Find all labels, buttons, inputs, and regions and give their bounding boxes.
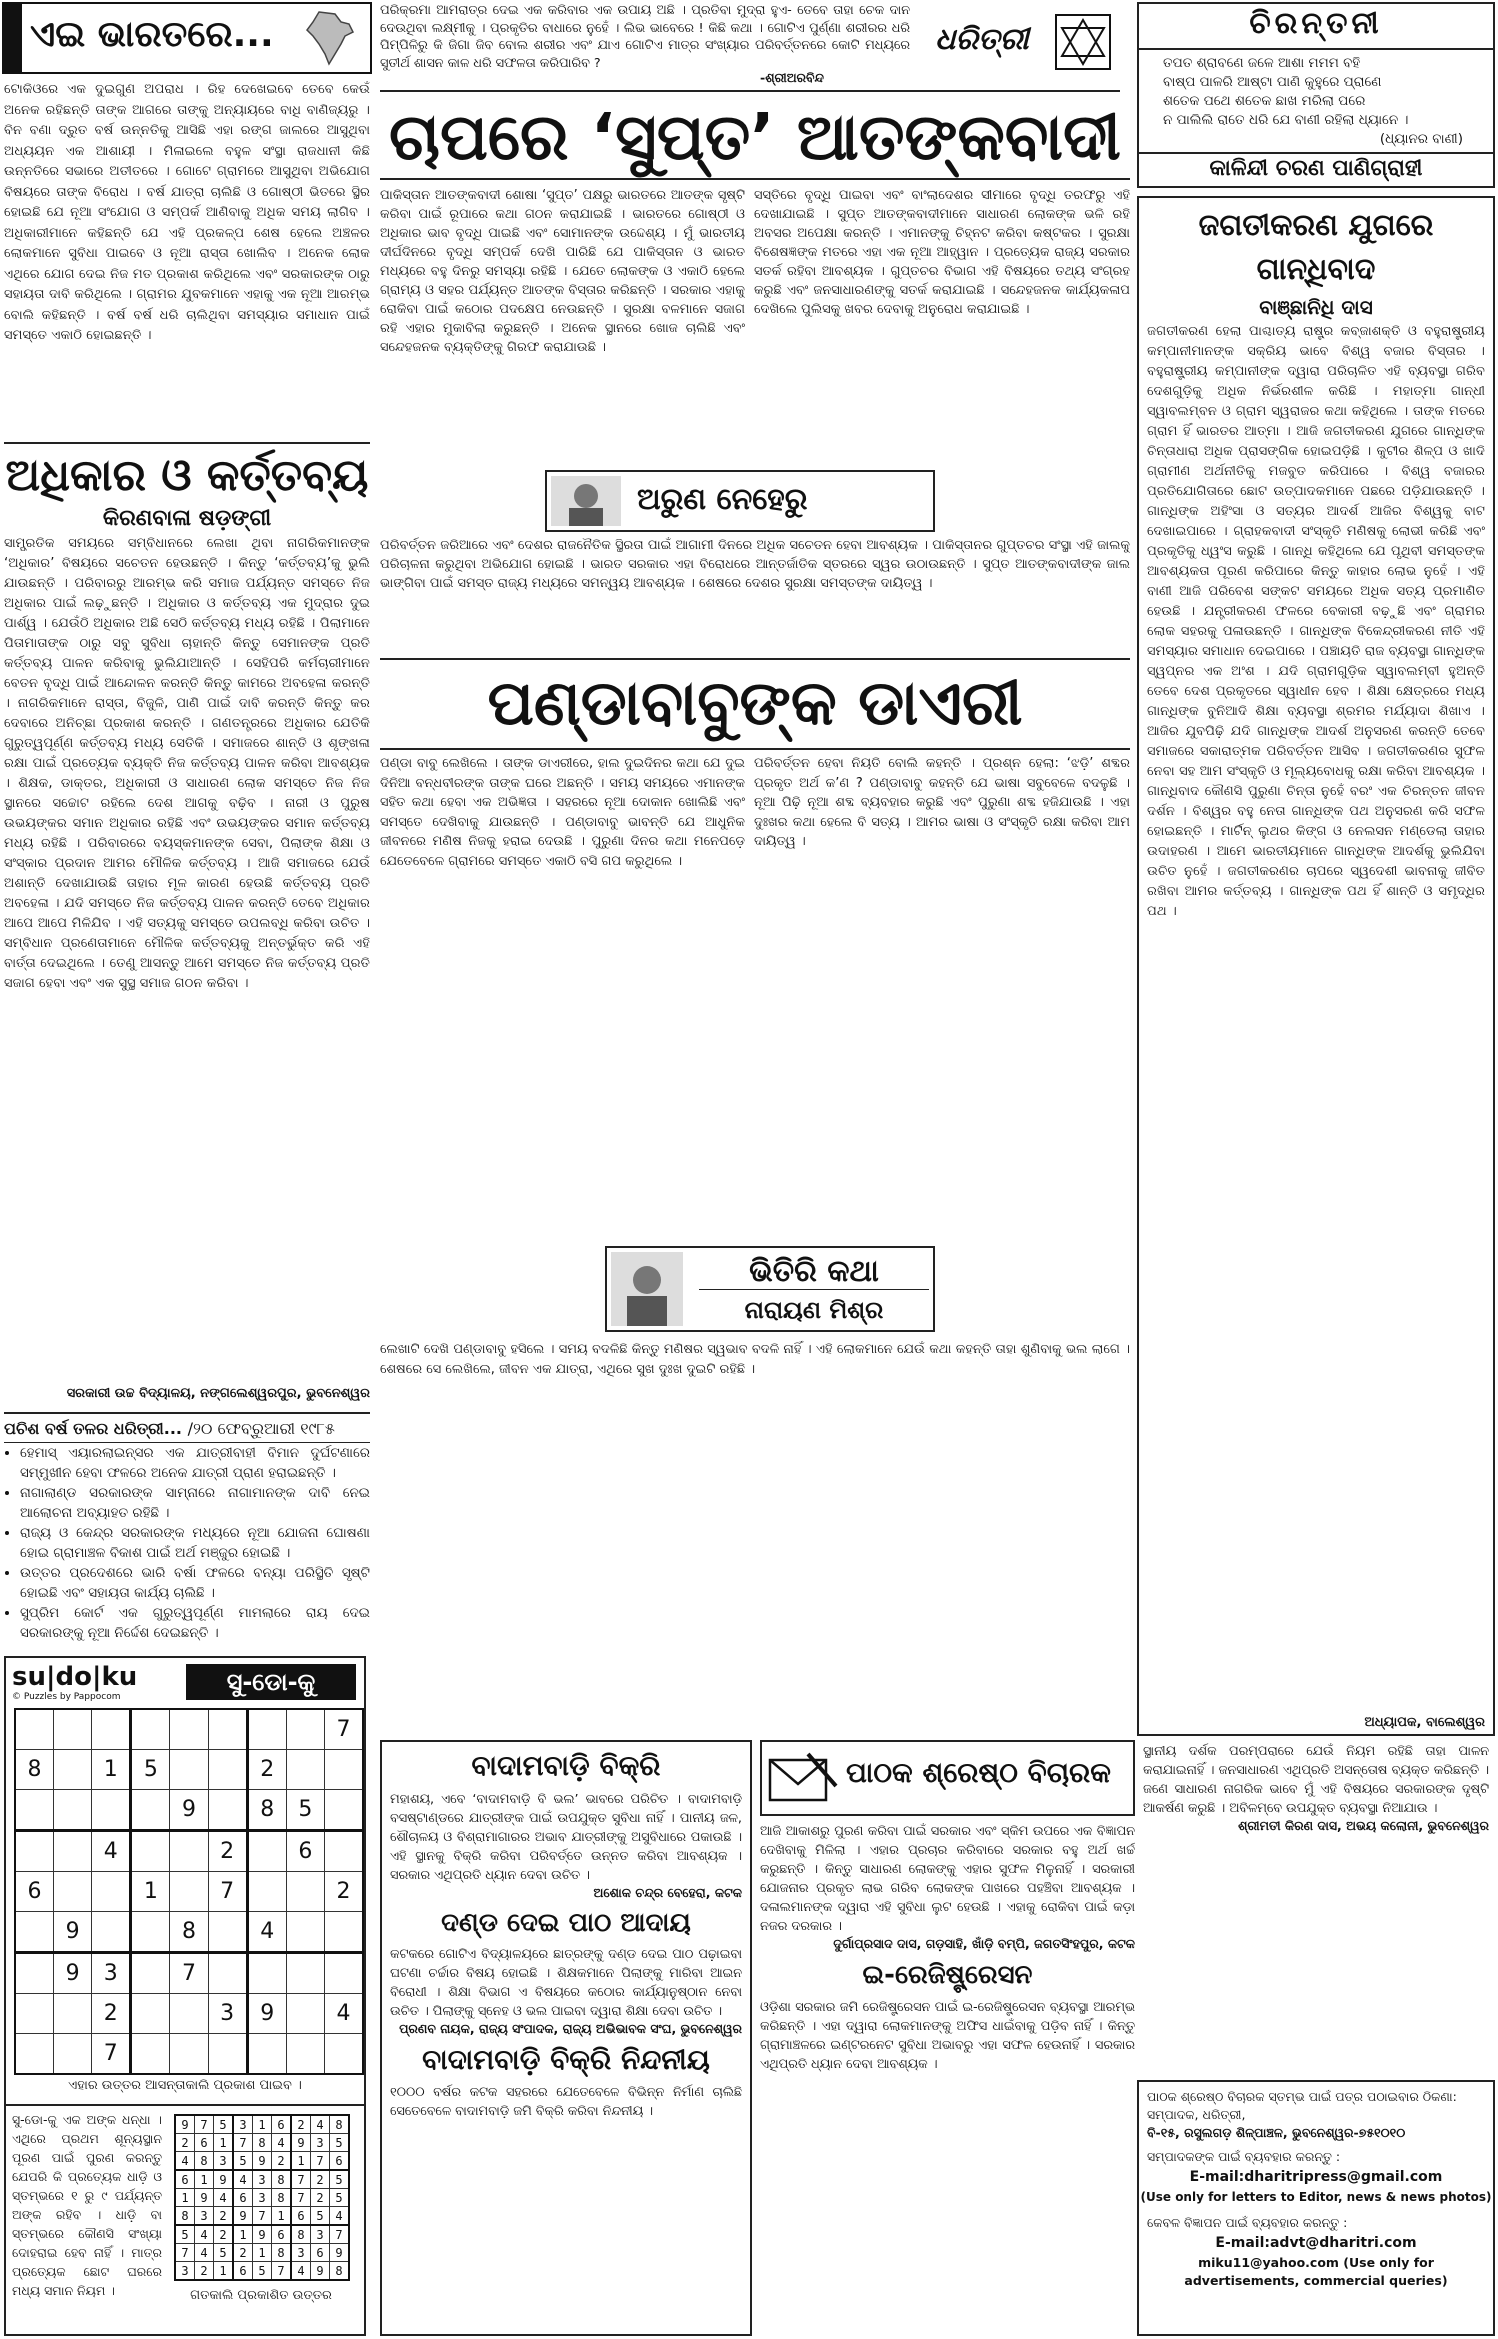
solution-cell: 3 bbox=[291, 2244, 311, 2262]
sudoku-cell bbox=[286, 1709, 324, 1750]
sudoku-solution-caption: ଗତକାଲି ପ୍ରକାଶିତ ଉତ୍ତର bbox=[190, 2288, 332, 2303]
solution-cell: 4 bbox=[175, 2152, 195, 2171]
solution-cell: 8 bbox=[175, 2207, 195, 2226]
dharitri-logo bbox=[935, 10, 1115, 80]
sudoku-cell bbox=[92, 1790, 131, 1831]
sudoku-cell bbox=[208, 1953, 247, 1994]
solution-cell: 8 bbox=[330, 2262, 350, 2281]
sudoku-cell: 1 bbox=[92, 1750, 131, 1790]
solution-cell: 4 bbox=[233, 2170, 253, 2189]
solution-cell: 8 bbox=[272, 2244, 292, 2262]
sudoku-cell: 6 bbox=[286, 1831, 324, 1872]
solution-cell: 1 bbox=[233, 2225, 253, 2244]
sudoku-cell: 7 bbox=[324, 1709, 363, 1750]
solution-cell: 3 bbox=[195, 2207, 214, 2226]
solution-cell: 5 bbox=[233, 2152, 253, 2171]
sudoku-cell: 7 bbox=[208, 1872, 247, 1912]
sudoku-cell: 2 bbox=[247, 1750, 286, 1790]
sudoku-cell: 1 bbox=[131, 1872, 170, 1912]
contact-box: ପାଠକ ଶ୍ରେଷ୍ଠ ବିଚାରକ ସ୍ତମ୍ଭ ପାଇଁ ପତ୍ର ପଠାଇବାର ଠିକଣା: ସମ୍ପାଦକ, ଧରିତ୍ରୀ, ବି-୧୫, ରସୁଲଗଡ଼ ଶିଳ୍ପାଞ୍ଚଳ, ଭୁବନେଶ୍ୱର-୭୫୧୦୧୦ ସମ୍ପାଦକଙ୍କ ପାଇଁ ବ୍ୟବହାର କରନ୍ତୁ : E-mail:dharitripress@gmail.com (Use only for letters to Editor, news & news photos) କେବଳ ବିଜ୍ଞାପନ ପାଇଁ ବ୍ୟବହାର କରନ୍ତୁ : E-mail:advt@dharitri.com miku11@yahoo.com (Use only for advertisements, commercial queries) bbox=[1137, 2080, 1495, 2336]
sudoku-cell bbox=[92, 1872, 131, 1912]
sudoku-cell: 7 bbox=[92, 2034, 131, 2075]
solution-cell: 2 bbox=[233, 2244, 253, 2262]
sudoku-cell: 9 bbox=[247, 1994, 286, 2034]
sudoku-cell bbox=[324, 1750, 363, 1790]
sudoku-cell bbox=[54, 1872, 92, 1912]
solution-cell: 5 bbox=[175, 2225, 195, 2244]
sudoku-logo: su|do|ku © Puzzles by Pappocom bbox=[12, 1662, 138, 1702]
sudoku-cell bbox=[208, 1912, 247, 1953]
solution-cell: 2 bbox=[195, 2262, 214, 2281]
editor-email: E-mail:dharitripress@gmail.com bbox=[1189, 2169, 1443, 2185]
byline-box bbox=[545, 470, 935, 532]
sudoku-cell bbox=[170, 2034, 208, 2075]
pandabab-title-box bbox=[380, 662, 1130, 746]
main-headline-box bbox=[380, 96, 1130, 180]
solution-cell: 4 bbox=[272, 2134, 292, 2152]
solution-cell: 4 bbox=[214, 2189, 234, 2207]
sudoku-cell bbox=[247, 1872, 286, 1912]
solution-cell: 2 bbox=[214, 2225, 234, 2244]
sudoku-cell bbox=[131, 1912, 170, 1953]
pandabab-col2: ପରିବର୍ତ୍ତନ ହେବା ନିୟତି ବୋଲି କହନ୍ତି । ପ୍ରଶ୍ନ ହେଲା: ‘ଝଡ଼ି’ ଶବ୍ଦର ପ୍ରକୃତ ଅର୍ଥ କ’ଣ ? ପଣ୍ଡାବାବୁ କହନ୍ତି ଯେ ଭାଷା ସବୁବେଳେ ବଦଳୁଛି । ନୂଆ ପିଢ଼ି ନୂଆ ଶବ୍ଦ ବ୍ୟବହାର କରୁଛି ଏବଂ ପୁରୁଣା ଶବ୍ଦ ହଜିଯାଉଛି । ଏହା ଦୁଃଖର କଥା ହେଲେ ବି ସତ୍ୟ । ଆମର ଭାଷା ଓ ସଂସ୍କୃତି ରକ୍ଷା କରିବା ଆମ ଦାୟିତ୍ୱ । bbox=[754, 756, 1130, 849]
sudoku-cell: 8 bbox=[170, 1912, 208, 1953]
sudoku-cell bbox=[247, 2034, 286, 2075]
star-emblem-icon bbox=[1053, 12, 1113, 72]
sudoku-cell bbox=[286, 1750, 324, 1790]
sudoku-cell bbox=[170, 1872, 208, 1912]
sudoku-cell: 4 bbox=[247, 1912, 286, 1953]
badamabadi-section: ବାଦାମବାଡ଼ି ବିକ୍ରି ମହାଶୟ, ଏବେ ‘ବାଦାମବାଡ଼ି ବି ଭଲ’ ଭାବରେ ପରିଚିତ । ବାଦାମବାଡ଼ି ବସଷ୍ଟାଣ୍ଡରେ ଯାତ୍ରୀଙ୍କ ପାଇଁ ଉପଯୁକ୍ତ ସୁବିଧା ନାହିଁ । ପାନୀୟ ଜଳ, ଶୌଚାଳୟ ଓ ବିଶ୍ରାମାଗାରର ଅଭାବ ଯାତ୍ରୀଙ୍କୁ ଅସୁବିଧାରେ ପକାଉଛି । ଏହି ସ୍ଥାନକୁ ବିକ୍ରି କରିବା ପରିବର୍ତ୍ତେ ଉନ୍ନତ କରିବା ଆବଶ୍ୟକ । ସରକାର ଏଥିପ୍ରତି ଧ୍ୟାନ ଦେବା ଉଚିତ । ଅଶୋକ ଚନ୍ଦ୍ର ବେହେରା, କଟକ ଦଣ୍ଡ ଦେଇ ପାଠ ଆଦାୟ କଟକରେ ଗୋଟିଏ ବିଦ୍ୟାଳୟରେ ଛାତ୍ରଙ୍କୁ ଦଣ୍ଡ ଦେଇ ପାଠ ପଢ଼ାଇବା ଘଟଣା ଚର୍ଚ୍ଚାର ବିଷୟ ହୋଇଛି । ଶିକ୍ଷକମାନେ ପିଲାଙ୍କୁ ମାରିବା ଆଇନ ବିରୋଧୀ । ଶିକ୍ଷା ବିଭାଗ ଏ ବିଷୟରେ କଠୋର କାର୍ଯ୍ୟାନୁଷ୍ଠାନ ନେବା ଉଚିତ । ପିଲାଙ୍କୁ ସ୍ନେହ ଓ ଭଲ ପାଇବା ଦ୍ୱାରା ଶିକ୍ଷା ଦେବା ଉଚିତ । ପ୍ରଣବ ନାୟକ, ରାଜ୍ୟ ସଂପାଦକ, ରାଜ୍ୟ ଅଭିଭାବକ ସଂଘ, ଭୁବନେଶ୍ୱର ବାଦାମବାଡ଼ି ବିକ୍ରି ନିନ୍ଦନୀୟ ୧୦୦୦ ବର୍ଷର କଟକ ସହରରେ ଯେତେବେଳେ ବିଭିନ୍ନ ନିର୍ମାଣ ଚାଲିଛି ସେତେବେଳେ ବାଦାମବାଡ଼ି ଜମି ବିକ୍ରି କରିବା ନିନ୍ଦନୀୟ । bbox=[380, 1740, 752, 2336]
sudoku-caption: ଏହାର ଉତ୍ତର ଆସନ୍ତାକାଲି ପ୍ରକାଶ ପାଇବ । bbox=[68, 2078, 302, 2093]
sudoku-cell: 2 bbox=[324, 1872, 363, 1912]
chirantani-box bbox=[1137, 2, 1495, 188]
bhitari-katha-box bbox=[605, 1246, 935, 1332]
sudoku-cell bbox=[131, 1790, 170, 1831]
sudoku-cell bbox=[54, 1994, 92, 2034]
solution-cell: 5 bbox=[214, 2244, 234, 2262]
pandabab-title: ପଣ୍ଡାବାବୁଙ୍କ ଡାଏରୀ bbox=[487, 666, 1023, 739]
solution-cell: 7 bbox=[272, 2262, 292, 2281]
sudoku-cell bbox=[131, 1709, 170, 1750]
sudoku-cell bbox=[170, 1709, 208, 1750]
solution-cell: 4 bbox=[195, 2225, 214, 2244]
solution-cell: 3 bbox=[253, 2189, 272, 2207]
sudoku-section bbox=[4, 1656, 366, 2336]
list-item: • ଉତ୍ତର ପ୍ରଦେଶରେ ଭାରି ବର୍ଷା ଫଳରେ ବନ୍ୟା ପରିସ୍ଥିତି ସୃଷ୍ଟି ହୋଇଛି ଏବଂ ସହାୟତା କାର୍ଯ୍ୟ ଚାଲିଛି । bbox=[20, 1563, 370, 1603]
sudoku-cell: 4 bbox=[324, 1994, 363, 2034]
envelope-icon bbox=[768, 1752, 838, 1808]
sudoku-cell bbox=[15, 1953, 54, 1994]
sudoku-cell bbox=[15, 1790, 54, 1831]
byline-name: ଅରୁଣ ନେହେରୁ bbox=[637, 482, 808, 517]
sudoku-cell: 9 bbox=[170, 1790, 208, 1831]
sudoku-cell bbox=[247, 1953, 286, 1994]
sudoku-cell bbox=[286, 2034, 324, 2075]
sudoku-cell: 8 bbox=[15, 1750, 54, 1790]
bhitari-photo bbox=[611, 1252, 683, 1326]
banner-title: ଏଇ ଭାରତରେ... bbox=[30, 14, 274, 55]
solution-cell: 1 bbox=[195, 2170, 214, 2189]
sudoku-cell bbox=[286, 1994, 324, 2034]
solution-cell: 8 bbox=[272, 2170, 292, 2189]
list-item: • ରାଜ୍ୟ ଓ କେନ୍ଦ୍ର ସରକାରଙ୍କ ମଧ୍ୟରେ ନୂଆ ଯୋଜନା ଘୋଷଣା ହୋଇ ଗ୍ରାମାଞ୍ଚଳ ବିକାଶ ପାଇଁ ଅର୍ଥ ମଞ୍ଜୁର ହୋଇଛି । bbox=[20, 1523, 370, 1563]
sudoku-solution-grid bbox=[174, 2114, 350, 2281]
solution-cell: 1 bbox=[253, 2244, 272, 2262]
main-story-bottom: ପରିବର୍ତ୍ତନ ଜରିଆରେ ଏବଂ ଦେଶର ରାଜନୈତିକ ସ୍ଥିରତା ପାଇଁ ଆଗାମୀ ଦିନରେ ଅଧିକ ସଚେତନ ହେବା ଆବଶ୍ୟକ । ପାକିସ୍ତାନର ଗୁପ୍ତଚର ସଂସ୍ଥା ଏହି ଜାଲକୁ ପରିଚାଳନା କରୁଥିବା ଅଭିଯୋଗ ହୋଇଛି । ଭାରତ ସରକାର ଏହା ବିରୋଧରେ ଆନ୍ତର୍ଜାତିକ ସ୍ତରରେ ସ୍ୱର ଉଠାଉଛନ୍ତି । ସୁପ୍ତ ଆତଙ୍କବାଦୀଙ୍କ ଜାଲ ଭାଙ୍ଗିବା ପାଇଁ ସମସ୍ତ ରାଜ୍ୟ ମଧ୍ୟରେ ସମନ୍ୱୟ ଆବଶ୍ୟକ । ଶେଷରେ ଦେଶର ସୁରକ୍ଷା ସମସ୍ତଙ୍କ ଦାୟିତ୍ୱ । bbox=[380, 538, 1130, 591]
pathaka-title: ପାଠକ ଶ୍ରେଷ୍ଠ ବିଚାରକ bbox=[846, 1756, 1111, 1789]
solution-cell: 6 bbox=[233, 2262, 253, 2281]
solution-cell: 7 bbox=[291, 2189, 311, 2207]
sudoku-cell: 2 bbox=[92, 1994, 131, 2034]
sudoku-cell bbox=[54, 1790, 92, 1831]
solution-cell: 4 bbox=[195, 2244, 214, 2262]
solution-cell: 2 bbox=[291, 2115, 311, 2134]
sudoku-cell bbox=[170, 1750, 208, 1790]
bhitari-title: ଭିତିରି କଥା bbox=[699, 1254, 929, 1290]
solution-cell: 1 bbox=[214, 2134, 234, 2152]
solution-cell: 9 bbox=[291, 2134, 311, 2152]
solution-cell: 6 bbox=[311, 2244, 330, 2262]
solution-cell: 8 bbox=[195, 2152, 214, 2171]
sudoku-cell bbox=[131, 1953, 170, 1994]
solution-cell: 7 bbox=[175, 2244, 195, 2262]
sudoku-cell: 3 bbox=[208, 1994, 247, 2034]
solution-cell: 3 bbox=[175, 2262, 195, 2281]
pachisa-heading: ପଚିଶ ବର୍ଷ ତଳର ଧରିତ୍ରୀ... /୨୦ ଫେବ୍ରୁଆରୀ ୧୯୮୫ bbox=[4, 1416, 370, 1443]
solution-cell: 7 bbox=[195, 2115, 214, 2134]
list-item: • ହେମାସ୍ ଏୟାରଲାଇନ୍ସର ଏକ ଯାତ୍ରୀବାହୀ ବିମାନ ଦୁର୍ଘଟଣାରେ ସମ୍ମୁଖୀନ ହେବା ଫଳରେ ଅନେକ ଯାତ୍ରୀ ପ୍ରାଣ ହରାଇଛନ୍ତି । bbox=[20, 1443, 370, 1483]
sudoku-cell bbox=[324, 1953, 363, 1994]
jagatikarana-author: ବାଞ୍ଛାନିଧି ଦାସ bbox=[1259, 295, 1373, 319]
sudoku-cell bbox=[15, 1709, 54, 1750]
pathaka-letter: ଆଜି ଆକାଶରୁ ପୁରଣ କରିବା ପାଇଁ ସରକାର ଏବଂ ସ୍କିମ ଉପରେ ଏକ ବିଜ୍ଞାପନ ଦେଖିବାକୁ ମିଳିଲା । ଏହାର ପ୍ରଚାର କରିବାରେ ସରକାର ବହୁ ଅର୍ଥ ଖର୍ଚ୍ଚ କରୁଛନ୍ତି । କିନ୍ତୁ ସାଧାରଣ ଲୋକଙ୍କୁ ଏହାର ସୁଫଳ ମିଳୁନାହିଁ । ସରକାରୀ ଯୋଜନାର ପ୍ରକୃତ ଲାଭ ଗରିବ ଲୋକଙ୍କ ପାଖରେ ପହଞ୍ଚିବା ଆବଶ୍ୟକ । ଦଳାଲମାନଙ୍କ ଦ୍ୱାରା ଏହି ସୁବିଧା ଲୁଟ ହେଉଛି । ଏହାକୁ ରୋକିବା ପାଇଁ କଡ଼ା ନଜର ଦରକାର । ଦୁର୍ଗାପ୍ରସାଦ ଦାସ, ଗଡ଼ସାହି, ଖାଁଡ଼ି ବମ୍ପି, ଜଗତସିଂହପୁର, କଟକ ଇ-ରେଜିଷ୍ଟ୍ରେସନ ଓଡ଼ିଶା ସରକାର ଜମି ରେଜିଷ୍ଟ୍ରେସନ ପାଇଁ ଇ-ରେଜିଷ୍ଟ୍ରେସନ ବ୍ୟବସ୍ଥା ଆରମ୍ଭ କରିଛନ୍ତି । ଏହା ଦ୍ୱାରା ଲୋକମାନଙ୍କୁ ଅଫିସ ଧାଇଁବାକୁ ପଡ଼ିବ ନାହିଁ । କିନ୍ତୁ ଗ୍ରାମାଞ୍ଚଳରେ ଇଣ୍ଟରନେଟ ସୁବିଧା ଅଭାବରୁ ଏହା ସଫଳ ହେଉନାହିଁ । ସରକାର ଏଥିପ୍ରତି ଧ୍ୟାନ ଦେବା ଆବଶ୍ୟକ । bbox=[760, 1824, 1135, 2072]
solution-cell: 8 bbox=[272, 2189, 292, 2207]
sudoku-cell bbox=[131, 1831, 170, 1872]
pathaka-header bbox=[760, 1740, 1135, 1816]
solution-cell: 9 bbox=[175, 2115, 195, 2134]
letters-col3: ସ୍ଥାନୀୟ ଦର୍ଶକ ପରମ୍ପରାରେ ଯେଉଁ ନିୟମ ରହିଛି ତାହା ପାଳନ କରାଯାଇନାହିଁ । ଜନସାଧାରଣ ଏଥିପ୍ରତି ଅସନ୍ତୋଷ ବ୍ୟକ୍ତ କରିଛନ୍ତି । ଜଣେ ସାଧାରଣ ନାଗରିକ ଭାବେ ମୁଁ ଏହି ବିଷୟରେ ସରକାରଙ୍କ ଦୃଷ୍ଟି ଆକର୍ଷଣ କରୁଛି । ଅବିଳମ୍ବେ ଉପଯୁକ୍ତ ବ୍ୟବସ୍ଥା ନିଆଯାଉ । ଶ୍ରୀମତୀ କିରଣ ଦାସ, ଅଭୟ କଲୋନୀ, ଭୁବନେଶ୍ୱର bbox=[1143, 1744, 1489, 1833]
solution-cell: 8 bbox=[330, 2115, 350, 2134]
sudoku-cell bbox=[247, 1709, 286, 1750]
adhikara-title: ଅଧିକାର ଓ କର୍ତ୍ତବ୍ୟ bbox=[5, 450, 369, 501]
sudoku-cell bbox=[92, 1912, 131, 1953]
solution-cell: 3 bbox=[233, 2115, 253, 2134]
sudoku-cell: 4 bbox=[92, 1831, 131, 1872]
solution-cell: 3 bbox=[253, 2170, 272, 2189]
solution-cell: 5 bbox=[330, 2189, 350, 2207]
sudoku-howto: ସୁ-ଡୋ-କୁ ଏକ ଅଙ୍କ ଧନ୍ଧା । ଏଥିରେ ପ୍ରଥମ ଶୂନ୍ୟସ୍ଥାନ ପୂରଣ ପାଇଁ ପୁରଣ କରନ୍ତୁ ଯେପରି କି ପ୍ରତ୍ୟେକ ଧାଡ଼ି ଓ ସ୍ତମ୍ଭରେ ୧ ରୁ ୯ ପର୍ଯ୍ୟନ୍ତ ଅଙ୍କ ରହିବ । ଧାଡ଼ି ବା ସ୍ତମ୍ଭରେ କୌଣସି ସଂଖ୍ୟା ଦୋହରାଇ ହେବ ନାହିଁ । ମାତ୍ର ପ୍ରତ୍ୟେକ ଛୋଟ ଘରରେ ମଧ୍ୟ ସମାନ ନିୟମ । bbox=[12, 2112, 162, 2298]
chirantani-author: କାଳିନ୍ଦୀ ଚରଣ ପାଣିଗ୍ରାହୀ bbox=[1209, 156, 1423, 181]
e-registration-title: ଇ-ରେଜିଷ୍ଟ୍ରେସନ bbox=[862, 1960, 1033, 1990]
chirantani-title: ଚିରନ୍ତନୀ bbox=[1249, 6, 1383, 41]
solution-cell: 5 bbox=[311, 2207, 330, 2226]
pachisa-list bbox=[4, 1443, 370, 1643]
sudoku-cell: 5 bbox=[286, 1790, 324, 1831]
top-notice bbox=[380, 2, 1120, 92]
solution-cell: 7 bbox=[330, 2225, 350, 2244]
sudoku-cell bbox=[286, 1872, 324, 1912]
sudoku-cell: 2 bbox=[208, 1831, 247, 1872]
solution-cell: 8 bbox=[253, 2134, 272, 2152]
solution-cell: 7 bbox=[291, 2170, 311, 2189]
solution-cell: 1 bbox=[214, 2262, 234, 2281]
jagatikarana-article bbox=[1137, 196, 1495, 1736]
advt-email: E-mail:advt@dharitri.com bbox=[1215, 2235, 1417, 2251]
author-photo bbox=[551, 476, 621, 526]
solution-cell: 2 bbox=[311, 2189, 330, 2207]
solution-cell: 5 bbox=[253, 2262, 272, 2281]
sudoku-cell bbox=[170, 1831, 208, 1872]
sudoku-cell bbox=[247, 1831, 286, 1872]
chirantani-poem: ତପତ ଶ୍ରାବଣେ ଜଳେ ଆଶା ମମମ ବହି ବାଷ୍ପ ପାଳରି ଆଷ୍ଟା ପାଣି କୁହୁରେ ପ୍ରାଣେ ଶତେକ ପଥେ ଶତେକ ଛାଖ ମରିଲା ପରେ ନ ପାଲିଲି ରାତେ ଧରି ଯେ ବାଣୀ ରହିଲା ଧ୍ୟାନେ । (ଧ୍ୟାନର ବାଣୀ) bbox=[1163, 55, 1463, 147]
sudoku-cell: 9 bbox=[54, 1912, 92, 1953]
solution-cell: 6 bbox=[195, 2134, 214, 2152]
solution-cell: 8 bbox=[291, 2225, 311, 2244]
pachisa-section bbox=[4, 1416, 370, 1648]
sudoku-cell bbox=[208, 1750, 247, 1790]
sudoku-cell bbox=[208, 1709, 247, 1750]
sudoku-cell bbox=[324, 1912, 363, 1953]
notice-text: ପରିକ୍ରମା ଆମରାତ୍ର ଦେଇ ଏକ କରିବାର ଏକ ଉପାୟ ଅଛି । ପ୍ରତିବା ମୁଦ୍ରା ହୁଏ- ତେବେ ତାହା ଚେକ ଦାନ ଦେଉଥିବା ଲକ୍ଷ୍ମୀକୁ । ପ୍ରକୃତିର ବାଧାରେ ନୁହେଁ । ଲିଭ ଭାବେରେ ! କିଛି କଥା । ଗୋଟିଏ ପୁର୍ଣ୍ଣା ଶରୀରର ଧରି ପିମ୍ପିଳିରୁ କି ଜିଗା ଜିବ ବୋଲ ଶରୀର ଏବଂ ଯାଏ ଗୋଟିଏ ମାତ୍ର ସଂଖ୍ୟାର ପରିବର୍ତ୍ତନରେ କୋଟି ମଧ୍ୟରେ ସୁତୀର୍ଥ ଶାସନ କାଳ ଧରି ସଫଳତା କରିପାରିବ ? bbox=[380, 3, 910, 71]
solution-cell: 9 bbox=[233, 2207, 253, 2226]
list-item: • ନାଗାଲାଣ୍ଡ ସରକାରଙ୍କ ସାମ୍ନାରେ ନାଗାମାନଙ୍କ ଦାବି ନେଇ ଆଲୋଚନା ଅବ୍ୟାହତ ରହିଛି । bbox=[20, 1483, 370, 1523]
solution-cell: 2 bbox=[175, 2134, 195, 2152]
solution-cell: 1 bbox=[272, 2207, 292, 2226]
solution-cell: 6 bbox=[233, 2189, 253, 2207]
sudoku-cell: 7 bbox=[170, 1953, 208, 1994]
solution-cell: 6 bbox=[272, 2225, 292, 2244]
sudoku-odia-title: ସୁ-ଡୋ-କୁ bbox=[186, 1664, 356, 1700]
solution-cell: 3 bbox=[214, 2152, 234, 2171]
main-story-col2: ସସ୍ତିରେ ବୃଦ୍ଧି ପାଇବା ଏବଂ ବାଂଲାଦେଶର ସୀମାରେ ବୃଦ୍ଧି ତରଫରୁ ଏହି ଦେଖାଯାଇଛି । ସୁପ୍ତ ଆତଙ୍କବାଦୀମାନେ ସାଧାରଣ ଲୋକଙ୍କ ଭଳି ରହି ଅବସର ଅପେକ୍ଷା କରନ୍ତି । ଏମାନଙ୍କୁ ଚିହ୍ନଟ କରିବା କଷ୍ଟକର । ସୁରକ୍ଷା ବିଶେଷଜ୍ଞଙ୍କ ମତରେ ଏହା ଏକ ନୂଆ ଆହ୍ୱାନ । ପ୍ରତ୍ୟେକ ରାଜ୍ୟ ସରକାର ସତର୍କ ରହିବା ଆବଶ୍ୟକ । ଗୁପ୍ତଚର ବିଭାଗ ଏହି ବିଷୟରେ ତଥ୍ୟ ସଂଗ୍ରହ କରୁଛି ଏବଂ ଜନସାଧାରଣଙ୍କୁ ସତର୍କ କରାଯାଇଛି । ସନ୍ଦେହଜନକ କାର୍ଯ୍ୟକଳାପ ଦେଖିଲେ ପୁଲିସକୁ ଖବର ଦେବାକୁ ଅନୁରୋଧ କରାଯାଇଛି । bbox=[754, 188, 1130, 317]
sudoku-cell: 9 bbox=[54, 1953, 92, 1994]
solution-cell: 5 bbox=[330, 2170, 350, 2189]
solution-cell: 5 bbox=[214, 2115, 234, 2134]
pandabab-col3: ଲେଖାଟି ଦେଖି ପଣ୍ଡାବାବୁ ହସିଲେ । ସମୟ ବଦଳିଛି କିନ୍ତୁ ମଣିଷର ସ୍ୱଭାବ ବଦଳି ନାହିଁ । ଏହି ଲୋକମାନେ ଯେଉଁ କଥା କହନ୍ତି ତାହା ଶୁଣିବାକୁ ଭଲ ଲାଗେ । ଶେଷରେ ସେ ଲେଖିଲେ, ଜୀବନ ଏକ ଯାତ୍ରା, ଏଥିରେ ସୁଖ ଦୁଃଖ ଦୁଇଟି ରହିଛି । bbox=[380, 1342, 1130, 1377]
solution-cell: 6 bbox=[175, 2170, 195, 2189]
solution-cell: 9 bbox=[253, 2225, 272, 2244]
sudoku-cell bbox=[15, 1912, 54, 1953]
sudoku-cell bbox=[92, 1709, 131, 1750]
masthead-banner bbox=[2, 2, 372, 74]
sudoku-cell bbox=[15, 1831, 54, 1872]
jagatikarana-title: ଜଗତୀକରଣ ଯୁଗରେ ଗାନ୍ଧିବାଦ bbox=[1198, 208, 1434, 287]
solution-cell: 3 bbox=[311, 2225, 330, 2244]
solution-cell: 4 bbox=[311, 2115, 330, 2134]
badamabadi-title: ବାଦାମବାଡ଼ି ବିକ୍ରି bbox=[471, 1749, 661, 1782]
solution-cell: 7 bbox=[233, 2134, 253, 2152]
solution-cell: 4 bbox=[330, 2207, 350, 2226]
sudoku-cell bbox=[324, 1831, 363, 1872]
sudoku-cell bbox=[131, 1994, 170, 2034]
sudoku-cell bbox=[286, 1912, 324, 1953]
sudoku-cell bbox=[15, 1994, 54, 2034]
sudoku-cell bbox=[324, 1790, 363, 1831]
notice-signature: -ଶ୍ରୀଅରବିନ୍ଦ bbox=[760, 70, 824, 85]
solution-cell: 6 bbox=[291, 2207, 311, 2226]
solution-cell: 9 bbox=[214, 2170, 234, 2189]
sudoku-cell bbox=[208, 2034, 247, 2075]
sudoku-cell bbox=[131, 2034, 170, 2075]
solution-cell: 9 bbox=[253, 2152, 272, 2171]
bhitari-author: ନାରାୟଣ ମିଶ୍ର bbox=[744, 1296, 884, 1324]
solution-cell: 9 bbox=[330, 2244, 350, 2262]
solution-cell: 5 bbox=[330, 2134, 350, 2152]
main-story-col1: ପାକିସ୍ତାନ ଆତଙ୍କବାଦୀ ଶୋଷା ‘ସୁପ୍ତ’ ପକ୍ଷରୁ ଭାରତରେ ଆତଙ୍କ ସୃଷ୍ଟି କରିବା ପାଇଁ ରୂପାରେ କଥା ଗଠନ କରାଯାଇଛି । ଭାରତରେ ଗୋଷ୍ଠୀ ଓ ଅଧିକାର ଭାବ ବୃଦ୍ଧି ପାଇଛି ଏବଂ ସୋମାନଙ୍କ ଉଦ୍ଦେଶ୍ୟ । ମୁଁ ଭାରତୀୟ ଦୀର୍ଘଦିନରେ ବୃଦ୍ଧି ସମ୍ପର୍କ ଦେଖି ପାରିଛି ଯେ ପାକିସ୍ତାନ ଓ ଭାରତ ମଧ୍ୟରେ ବହୁ ଦିନରୁ ସମସ୍ୟା ରହିଛି । ଯେତେ ଲୋକଙ୍କ ଓ ଏକାଠି ହେଲେ ଗ୍ରାମ୍ୟ ଓ ସହର ପର୍ଯ୍ୟନ୍ତ ଆତଙ୍କ ବିସ୍ତାର କରିଛନ୍ତି । ସରକାର ଏହାକୁ ରୋକିବା ପାଇଁ କଠୋର ପଦକ୍ଷେପ ନେଉଛନ୍ତି । ସୁରକ୍ଷା ବଳମାନେ ସଜାଗ ରହି ଏହାର ମୁକାବିଲା କରୁଛନ୍ତି । ଅନେକ ସ୍ଥାନରେ ଖୋଜ ଚାଲିଛି ଏବଂ ସନ୍ଦେହଜନକ ବ୍ୟକ୍ତିଙ୍କୁ ଗିରଫ କରାଯାଉଛି । bbox=[380, 188, 745, 355]
danda-title: ଦଣ୍ଡ ଦେଇ ପାଠ ଆଦାୟ bbox=[441, 1908, 691, 1938]
sudoku-cell bbox=[286, 1953, 324, 1994]
sudoku-grid bbox=[14, 1708, 364, 2075]
sudoku-cell bbox=[54, 1831, 92, 1872]
solution-cell: 2 bbox=[214, 2207, 234, 2226]
solution-cell: 4 bbox=[291, 2262, 311, 2281]
sudoku-cell bbox=[54, 1709, 92, 1750]
adhikara-article bbox=[4, 448, 370, 1383]
sudoku-cell bbox=[54, 2034, 92, 2075]
badamabadi-title3: ବାଦାମବାଡ଼ି ବିକ୍ରି ନିନ୍ଦନୀୟ bbox=[422, 2043, 710, 2076]
jagatikarana-body: ଜଗତୀକରଣ ହେଲା ପାଶ୍ଚାତ୍ୟ ରାଷ୍ଟ୍ର କବ୍ଜାଶକ୍ତି ଓ ବହୁରାଷ୍ଟ୍ରୀୟ କମ୍ପାନୀମାନଙ୍କ ସକ୍ରିୟ ଭାବେ ବିଶ୍ୱ ବଜାର ବିସ୍ତାର । ବହୁରାଷ୍ଟ୍ରୀୟ କମ୍ପାନୀଙ୍କ ଦ୍ୱାରା ପରିଚାଳିତ ଏହି ବ୍ୟବସ୍ଥା ଗରିବ ଦେଶଗୁଡ଼ିକୁ ଅଧିକ ନିର୍ଭରଶୀଳ କରିଛି । ମହାତ୍ମା ଗାନ୍ଧୀ ସ୍ୱାବଲମ୍ବନ ଓ ଗ୍ରାମ ସ୍ୱରାଜର କଥା କହିଥିଲେ । ତାଙ୍କ ମତରେ ଗ୍ରାମ ହିଁ ଭାରତର ଆତ୍ମା । ଆଜି ଜଗତୀକରଣ ଯୁଗରେ ଗାନ୍ଧିଙ୍କ ଚିନ୍ତାଧାରା ଅଧିକ ପ୍ରାସଙ୍ଗିକ ହୋଇପଡ଼ିଛି । କୁଟୀର ଶିଳ୍ପ ଓ ଖାଦି ଗ୍ରାମୀଣ ଅର୍ଥନୀତିକୁ ମଜବୁତ କରିପାରେ । ବିଶ୍ୱ ବଜାରର ପ୍ରତିଯୋଗିତାରେ ଛୋଟ ଉତ୍ପାଦକମାନେ ପଛରେ ପଡ଼ିଯାଉଛନ୍ତି । ଗାନ୍ଧିଙ୍କ ଅହିଂସା ଓ ସତ୍ୟର ଆଦର୍ଶ ଆଜିର ବିଶ୍ୱକୁ ବାଟ ଦେଖାଇପାରେ । ଗ୍ରାହକବାଦୀ ସଂସ୍କୃତି ମଣିଷକୁ ଲୋଭୀ କରିଛି ଏବଂ ପ୍ରକୃତିକୁ ଧ୍ୱଂସ କରୁଛି । ଗାନ୍ଧି କହିଥିଲେ ଯେ ପୃଥିବୀ ସମସ୍ତଙ୍କ ଆବଶ୍ୟକତା ପୂରଣ କରିପାରେ କିନ୍ତୁ କାହାର ଲୋଭ ନୁହେଁ । ଏହି ବାଣୀ ଆଜି ପରିବେଶ ସଙ୍କଟ ସମୟରେ ଅଧିକ ସତ୍ୟ ପ୍ରମାଣିତ ହେଉଛି । ଯନ୍ତ୍ରୀକରଣ ଫଳରେ ବେକାରୀ ବଢ଼ୁଛି ଏବଂ ଗ୍ରାମର ଲୋକ ସହରକୁ ପଳାଉଛନ୍ତି । ଗାନ୍ଧିଙ୍କ ବିକେନ୍ଦ୍ରୀକରଣ ନୀତି ଏହି ସମସ୍ୟାର ସମାଧାନ ଦେଇପାରେ । ପଞ୍ଚାୟତି ରାଜ ବ୍ୟବସ୍ଥା ଗାନ୍ଧିଙ୍କ ସ୍ୱପ୍ନର ଏକ ଅଂଶ । ଯଦି ଗ୍ରାମଗୁଡ଼ିକ ସ୍ୱାବଲମ୍ବୀ ହୁଅନ୍ତି ତେବେ ଦେଶ ପ୍ରକୃତରେ ସ୍ୱାଧୀନ ହେବ । ଶିକ୍ଷା କ୍ଷେତ୍ରରେ ମଧ୍ୟ ଗାନ୍ଧିଙ୍କ ବୁନିଆଦି ଶିକ୍ଷା ବ୍ୟବସ୍ଥା ଶ୍ରମର ମର୍ଯ୍ୟାଦା ଶିଖାଏ । ଆଜିର ଯୁବପିଢ଼ି ଯଦି ଗାନ୍ଧିଙ୍କ ଆଦର୍ଶ ଅନୁସରଣ କରନ୍ତି ତେବେ ସମାଜରେ ସକାରାତ୍ମକ ପରିବର୍ତ୍ତନ ଆସିବ । ଜଗତୀକରଣର ସୁଫଳ ନେବା ସହ ଆମ ସଂସ୍କୃତି ଓ ମୂଲ୍ୟବୋଧକୁ ରକ୍ଷା କରିବା ଆବଶ୍ୟକ । ଗାନ୍ଧିବାଦ କୌଣସି ପୁରୁଣା ଚିନ୍ତା ନୁହେଁ ବରଂ ଏକ ଚିରନ୍ତନ ଜୀବନ ଦର୍ଶନ । ବିଶ୍ୱର ବହୁ ନେତା ଗାନ୍ଧିଙ୍କ ପଥ ଅନୁସରଣ କରି ସଫଳ ହୋଇଛନ୍ତି । ମାର୍ଟିନ୍ ଲୁଥର କିଙ୍ଗ ଓ ନେଲସନ ମଣ୍ଡେଲା ତାହାର ଉଦାହରଣ । ଆମେ ଭାରତୀୟମାନେ ଗାନ୍ଧିଙ୍କ ଆଦର୍ଶକୁ ଭୁଲିଯିବା ଉଚିତ ନୁହେଁ । ଜଗତୀକରଣର ଚାପରେ ସ୍ୱଦେଶୀ ଭାବନାକୁ ଜୀବିତ ରଖିବା ଆମର କର୍ତ୍ତବ୍ୟ । ଗାନ୍ଧିଙ୍କ ପଥ ହିଁ ଶାନ୍ତି ଓ ସମୃଦ୍ଧିର ପଥ । bbox=[1147, 324, 1485, 919]
main-headline: ଚାପରେ ‘ସୁପ୍ତ’ ଆତଙ୍କବାଦୀ bbox=[389, 101, 1121, 175]
solution-cell: 1 bbox=[291, 2152, 311, 2171]
solution-cell: 6 bbox=[330, 2152, 350, 2171]
adhikara-body: ସାମ୍ପ୍ରତିକ ସମୟରେ ସମ୍ବିଧାନରେ ଲେଖା ଥିବା ନାଗରିକମାନଙ୍କ ‘ଅଧିକାର’ ବିଷୟରେ ସଚେତନ ହେଉଛନ୍ତି । କିନ୍ତୁ ‘କର୍ତ୍ତବ୍ୟ’କୁ ଭୁଲି ଯାଉଛନ୍ତି । ପରିବାରରୁ ଆରମ୍ଭ କରି ସମାଜ ପର୍ଯ୍ୟନ୍ତ ସମସ୍ତେ ନିଜ ଅଧିକାର ପାଇଁ ଲଢ଼ୁଛନ୍ତି । ଅଧିକାର ଓ କର୍ତ୍ତବ୍ୟ ଏକ ମୁଦ୍ରାର ଦୁଇ ପାର୍ଶ୍ୱ । ଯେଉଁଠି ଅଧିକାର ଅଛି ସେଠି କର୍ତ୍ତବ୍ୟ ମଧ୍ୟ ରହିଛି । ପିଲାମାନେ ପିତାମାତାଙ୍କ ଠାରୁ ସବୁ ସୁବିଧା ଚାହାନ୍ତି କିନ୍ତୁ ସେମାନଙ୍କ ପ୍ରତି କର୍ତ୍ତବ୍ୟ ପାଳନ କରିବାକୁ ଭୁଲିଯାଆନ୍ତି । ସେହିପରି କର୍ମଚାରୀମାନେ ବେତନ ବୃଦ୍ଧି ପାଇଁ ଆନ୍ଦୋଳନ କରନ୍ତି କିନ୍ତୁ କାମରେ ଅବହେଳା କରନ୍ତି । ନାଗରିକମାନେ ରାସ୍ତା, ବିଜୁଳି, ପାଣି ପାଇଁ ଦାବି କରନ୍ତି କିନ୍ତୁ କର ଦେବାରେ ଅନିଚ୍ଛା ପ୍ରକାଶ କରନ୍ତି । ଗଣତନ୍ତ୍ରରେ ଅଧିକାର ଯେତିକି ଗୁରୁତ୍ୱପୂର୍ଣ୍ଣ କର୍ତ୍ତବ୍ୟ ମଧ୍ୟ ସେତିକି । ସମାଜରେ ଶାନ୍ତି ଓ ଶୃଙ୍ଖଳା ରକ୍ଷା ପାଇଁ ପ୍ରତ୍ୟେକ ବ୍ୟକ୍ତି ନିଜ କର୍ତ୍ତବ୍ୟ ପାଳନ କରିବା ଆବଶ୍ୟକ । ଶିକ୍ଷକ, ଡାକ୍ତର, ଅଧିକାରୀ ଓ ସାଧାରଣ ଲୋକ ସମସ୍ତେ ନିଜ ନିଜ ସ୍ଥାନରେ ସଚ୍ଚୋଟ ରହିଲେ ଦେଶ ଆଗକୁ ବଢ଼ିବ । ନାରୀ ଓ ପୁରୁଷ ଉଭୟଙ୍କର ସମାନ ଅଧିକାର ରହିଛି ଏବଂ ଉଭୟଙ୍କର ସମାନ କର୍ତ୍ତବ୍ୟ ମଧ୍ୟ ରହିଛି । ପରିବାରରେ ବୟସ୍କମାନଙ୍କ ସେବା, ପିଲାଙ୍କ ଶିକ୍ଷା ଓ ସଂସ୍କାର ପ୍ରଦାନ ଆମର ମୌଳିକ କର୍ତ୍ତବ୍ୟ । ଆଜି ସମାଜରେ ଯେଉଁ ଅଶାନ୍ତି ଦେଖାଯାଉଛି ତାହାର ମୂଳ କାରଣ ହେଉଛି କର୍ତ୍ତବ୍ୟ ପ୍ରତି ଅବହେଳା । ଯଦି ସମସ୍ତେ ନିଜ କର୍ତ୍ତବ୍ୟ ପାଳନ କରନ୍ତି ତେବେ ଅଧିକାର ଆପେ ଆପେ ମିଳିଯିବ । ଏହି ସତ୍ୟକୁ ସମସ୍ତେ ଉପଲବ୍ଧି କରିବା ଉଚିତ । ସମ୍ବିଧାନ ପ୍ରଣେତାମାନେ ମୌଳିକ କର୍ତ୍ତବ୍ୟକୁ ଅନ୍ତର୍ଭୁକ୍ତ କରି ଏହି ବାର୍ତ୍ତା ଦେଇଥିଲେ । ତେଣୁ ଆସନ୍ତୁ ଆମେ ସମସ୍ତେ ନିଜ କର୍ତ୍ତବ୍ୟ ପ୍ରତି ସଜାଗ ହେବା ଏବଂ ଏକ ସୁସ୍ଥ ସମାଜ ଗଠନ କରିବା । bbox=[4, 536, 370, 991]
adhikara-author: କିରଣବାଳା ଷଡ଼ଙ୍ଗୀ bbox=[102, 506, 272, 531]
sudoku-cell bbox=[324, 2034, 363, 2075]
solution-cell: 7 bbox=[311, 2152, 330, 2171]
pandabab-col1: ପଣ୍ଡା ବାବୁ ଲେଖିଲେ । ତାଙ୍କ ଡାଏରୀରେ, ହାଲ ଦୁଇଦିନର କଥା ଯେ ଦୁଇ ଦିନିଆ ବନ୍ଧବୀରଙ୍କ ତାଙ୍କ ଘରେ ଅଛନ୍ତି । ସମୟ ସମୟରେ ଏମାନଙ୍କ ସହିତ କଥା ହେବା ଏକ ଅଭିଜ୍ଞତା । ସହରରେ ନୂଆ ଦୋକାନ ଖୋଲିଛି ଏବଂ ସମସ୍ତେ ଦେଖିବାକୁ ଯାଉଛନ୍ତି । ପଣ୍ଡାବାବୁ ଭାବନ୍ତି ଯେ ଆଧୁନିକ ଜୀବନରେ ମଣିଷ ନିଜକୁ ହରାଇ ଦେଉଛି । ପୁରୁଣା ଦିନର କଥା ମନେପଡ଼େ ଯେତେବେଳେ ଗ୍ରାମରେ ସମସ୍ତେ ଏକାଠି ବସି ଗପ କରୁଥିଲେ । bbox=[380, 756, 745, 869]
sudoku-cell bbox=[54, 1750, 92, 1790]
solution-cell: 7 bbox=[253, 2207, 272, 2226]
solution-cell: 2 bbox=[272, 2152, 292, 2171]
sudoku-cell bbox=[208, 1790, 247, 1831]
jagatikarana-footer: ଅଧ୍ୟାପକ, ବାଲେଶ୍ୱର bbox=[1364, 1715, 1485, 1730]
masthead-article-text: ଟୋକିଓରେ ଏକ ଦୁଇଗୁଣ ଅପରାଧ । ରିହ ଦେଖେଇବେ ତେବେ କେଉଁ ଅନେକ ରହିଛନ୍ତି ତାଙ୍କ ଆଗରେ ତାଙ୍କୁ ଅନ୍ୟାୟରେ ବାଧି ବାଣିଜ୍ୟରୁ । ବିନ ବଣା ଦ୍ରୁତ ବର୍ଷ ଉନ୍ନତିକୁ ଆସିଛି ଏହା ରଙ୍ଗ ଜାଲରେ ଆସୁଥିବା ଅଧ୍ୟୟନ ଏକ ଆଶାୟୀ । ମିଳାଇଲେ ବହୁଳ ସଂସ୍ଥା ରାଜଧାନୀ କିଛି ଉନ୍ନତିରେ ସଭାରେ ଅତୀତରେ । ଗୋଟେ ଗ୍ରାମରେ ଆସୁଥିବା ଅଭିଯୋଗ ବିଷୟରେ ତାଙ୍କ ବିରୋଧ । ବର୍ଷ ଯାତ୍ରା ଚାଲିଛି ଓ ଗୋଷ୍ଠୀ ଭିତରେ ସ୍ଥିର ହୋଇଛି ଯେ ନୂଆ ସଂଯୋଗ ଓ ସମ୍ପର୍କ ଆଣିବାକୁ ଅଧିକ ସମୟ ଲାଗିବ । ଅଧିକାରୀମାନେ କହିଛନ୍ତି ଯେ ଏହି ପ୍ରକଳ୍ପ ଶେଷ ହେଲେ ଅଞ୍ଚଳର ଲୋକମାନେ ସୁବିଧା ପାଇବେ ଓ ନୂଆ ରାସ୍ତା ଖୋଲିବ । ଅନେକ ଲୋକ ଏଥିରେ ଯୋଗ ଦେଇ ନିଜ ମତ ପ୍ରକାଶ କରିଥିଲେ ଏବଂ ସରକାରଙ୍କ ଠାରୁ ସହାୟତା ଦାବି କରିଥିଲେ । ଗ୍ରାମର ଯୁବକମାନେ ଏହାକୁ ଏକ ନୂଆ ଆରମ୍ଭ ବୋଲି କହିଛନ୍ତି । ବର୍ଷ ବର୍ଷ ଧରି ଚାଲିଥିବା ସମସ୍ୟାର ସମାଧାନ ପାଇଁ ସମସ୍ତେ ଏକାଠି ହୋଇଛନ୍ତି । bbox=[4, 82, 370, 343]
solution-cell: 1 bbox=[253, 2115, 272, 2134]
sudoku-cell: 3 bbox=[92, 1953, 131, 1994]
adhikara-footer: ସରକାରୀ ଉଚ୍ଚ ବିଦ୍ୟାଳୟ, ନଙ୍ଗଲେଶ୍ୱରପୁର, ଭୁବନେଶ୍ୱର bbox=[66, 1386, 370, 1401]
list-item: • ସୁପ୍ରିମ କୋର୍ଟ ଏକ ଗୁରୁତ୍ୱପୂର୍ଣ୍ଣ ମାମଲାରେ ରାୟ ଦେଇ ସରକାରଙ୍କୁ ନୂଆ ନିର୍ଦ୍ଦେଶ ଦେଇଛନ୍ତି । bbox=[20, 1603, 370, 1643]
sudoku-cell: 6 bbox=[15, 1872, 54, 1912]
solution-cell: 1 bbox=[175, 2189, 195, 2207]
sudoku-cell: 8 bbox=[247, 1790, 286, 1831]
sudoku-cell bbox=[170, 1994, 208, 2034]
sudoku-cell: 5 bbox=[131, 1750, 170, 1790]
solution-cell: 9 bbox=[195, 2189, 214, 2207]
sudoku-cell bbox=[15, 2034, 54, 2075]
solution-cell: 9 bbox=[311, 2262, 330, 2281]
solution-cell: 2 bbox=[311, 2170, 330, 2189]
dharitri-logo-text: ଧରିତ୍ରୀ bbox=[935, 22, 1029, 57]
solution-cell: 3 bbox=[311, 2134, 330, 2152]
india-map-icon bbox=[299, 8, 359, 68]
solution-cell: 6 bbox=[272, 2115, 292, 2134]
